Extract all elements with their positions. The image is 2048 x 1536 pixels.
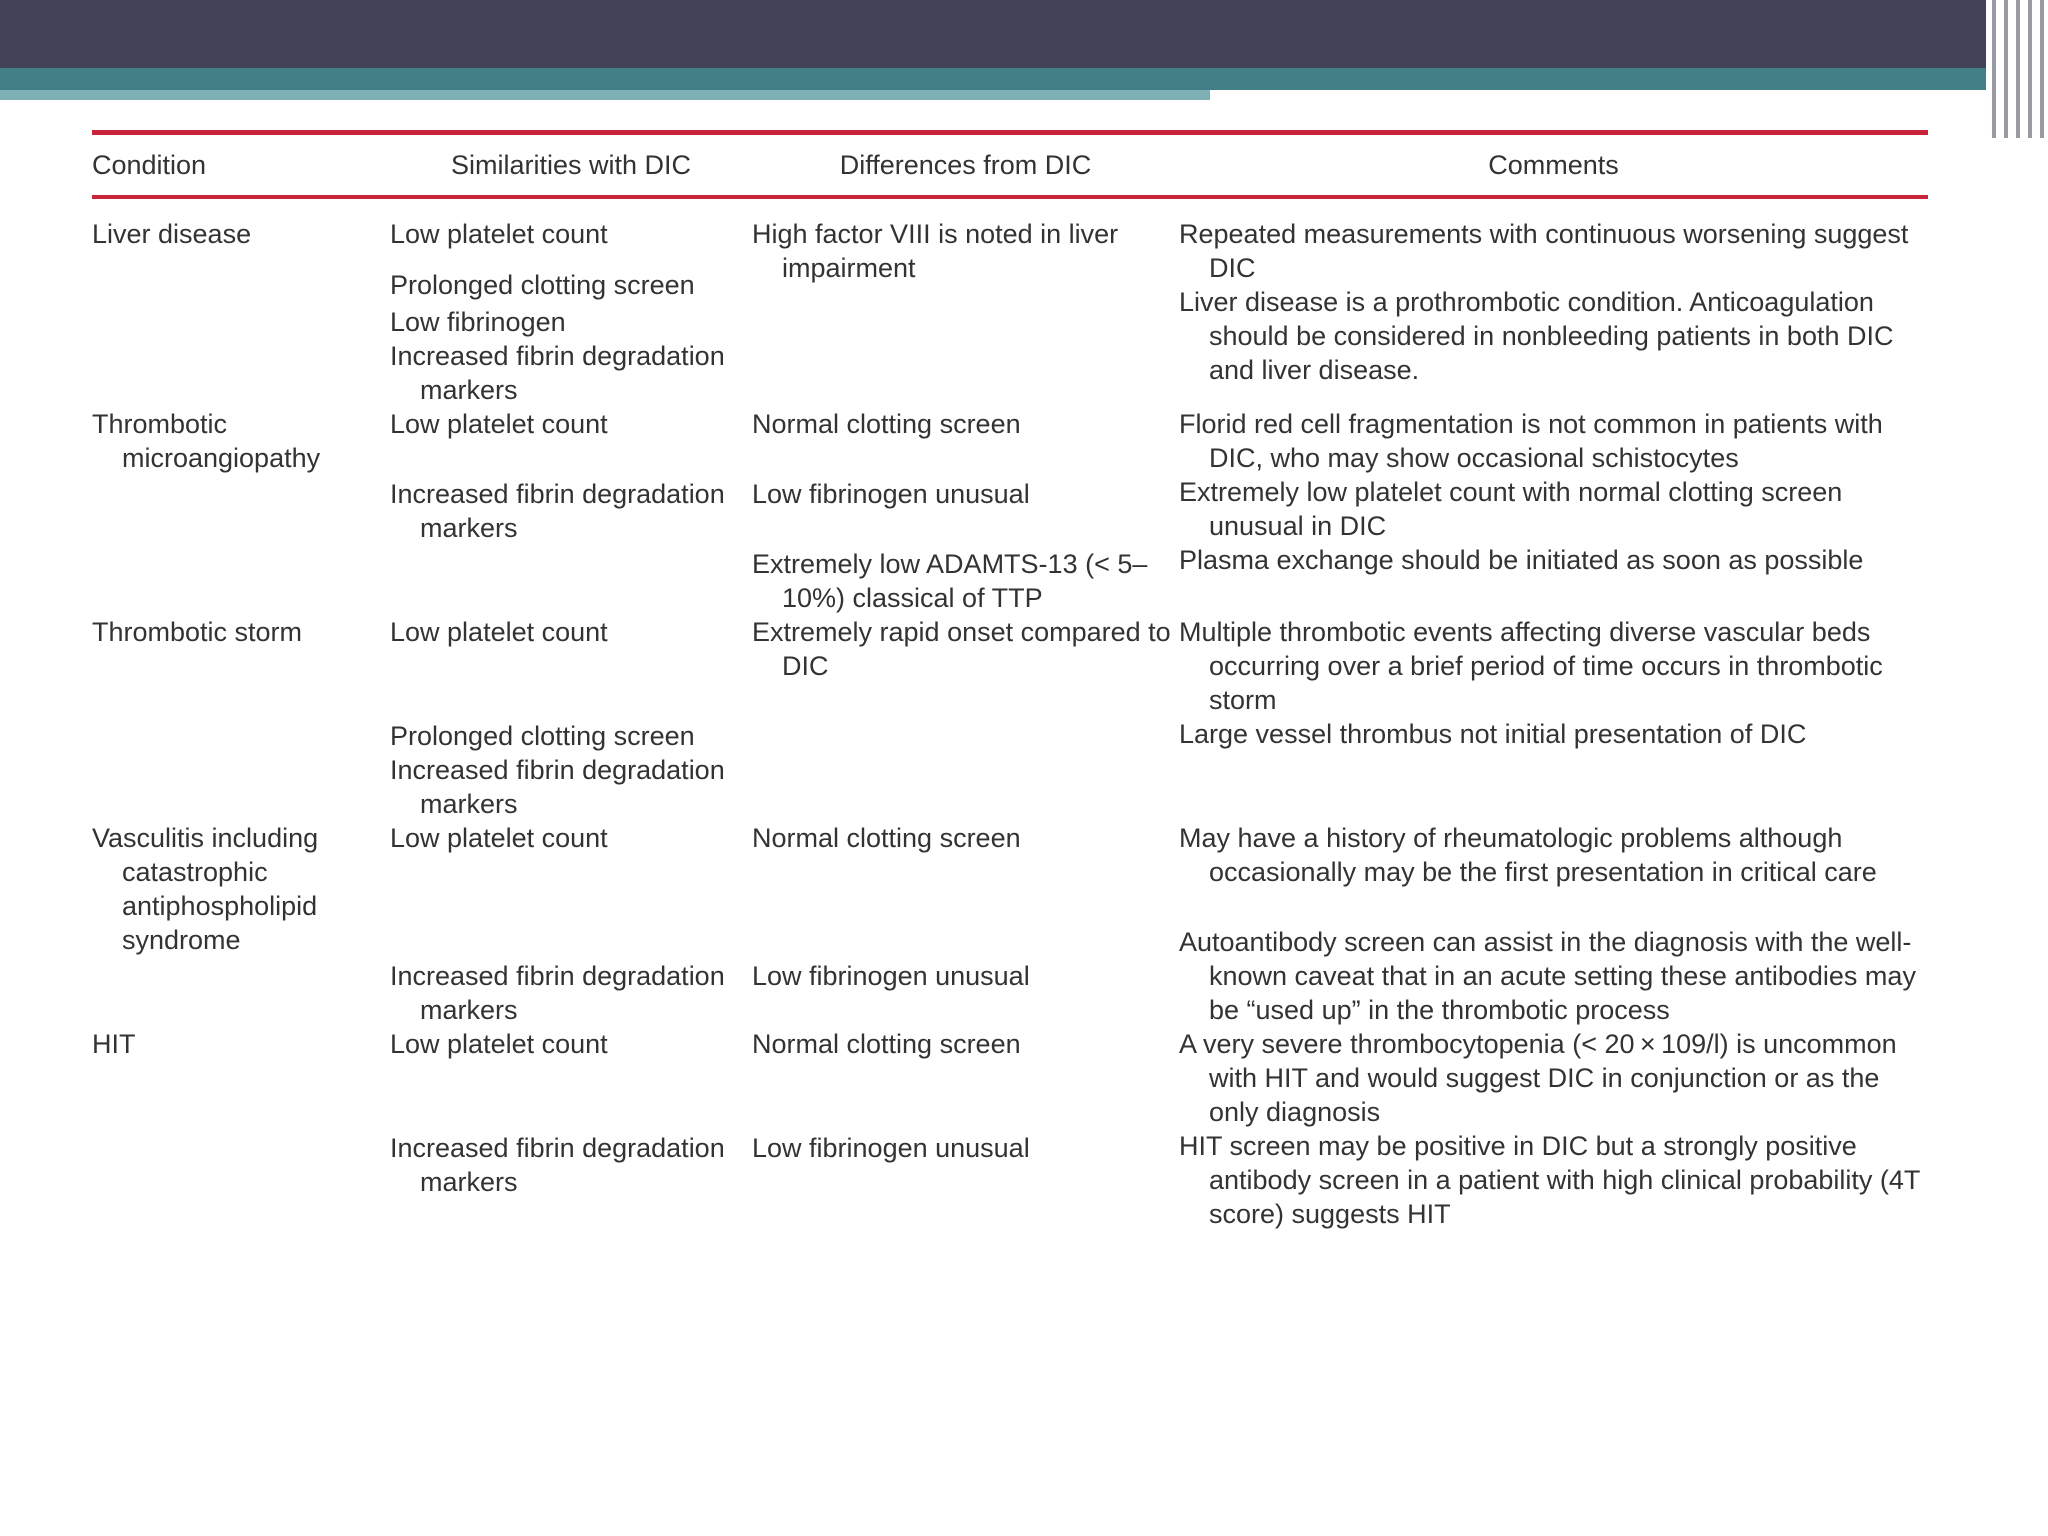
table-header [92, 135, 1928, 195]
header-differences: Differences from DIC [839, 149, 1092, 180]
header-comments: Comments [1488, 149, 1619, 180]
title-bar [0, 0, 2048, 68]
comments-cell: Repeated measurements with continuous worsening suggest DIC Liver disease is a prothrombotic condition. Anticoagulation should be considered in nonbleeding patients in both DIC and liver disease. [1179, 219, 1909, 385]
accent-tab [1210, 94, 2010, 110]
accent-stripe-light [0, 90, 1210, 100]
condition-cell: Liver disease [92, 219, 252, 249]
condition-cell: Thrombotic storm [92, 617, 303, 647]
accent-stripe [0, 68, 2048, 90]
corner-decoration [1986, 0, 2048, 138]
header-condition: Condition [92, 149, 207, 180]
condition-cell: Thrombotic microangiopathy [92, 409, 321, 473]
differences-cell: High factor VIII is noted in liver impairment [752, 219, 1119, 283]
differences-cell: Normal clotting screen Low fibrinogen unusual Extremely low ADAMTS-13 (< 5–10%) classical of TTP [752, 409, 1148, 613]
comments-cell: Multiple thrombotic events affecting diverse vascular beds occurring over a brief period of time occurs in thrombotic storm Large vessel thrombus not initial presentation of DIC [1179, 617, 1883, 749]
similarities-cell: Low platelet count Prolonged clotting screen Increased fibrin degradation markers [390, 617, 725, 819]
condition-cell: HIT [92, 1029, 136, 1059]
similarities-cell: Low platelet count Increased fibrin degradation markers [390, 823, 725, 1025]
comments-cell: Florid red cell fragmentation is not common in patients with DIC, who may show occasional schistocytes Extremely low platelet count with normal clotting screen unusual in DIC Plasma exchange should be initiated as soon as possible [1179, 409, 1883, 575]
similarities-cell: Low platelet count Prolonged clotting screen Low fibrinogen Increased fibrin degradation markers [390, 219, 725, 405]
differences-cell: Normal clotting screen Low fibrinogen unusual [752, 1029, 1030, 1163]
table-body [92, 217, 1928, 1231]
comments-cell: A very severe thrombocytopenia (< 20 × 109/l) is uncommon with HIT and would suggest DIC in conjunction or as the only diagnosis HIT screen may be positive in DIC but a strongly positive antibody screen in a patient with high clinical probability (4T score) suggests HIT [1179, 1029, 1920, 1229]
table-header-rule [92, 195, 1928, 199]
header-similarities: Similarities with DIC [450, 149, 692, 180]
similarities-cell: Low platelet count Increased fibrin degradation markers [390, 409, 725, 543]
condition-cell: Vasculitis including catastrophic antiphospholipid syndrome [92, 823, 319, 955]
differences-cell: Normal clotting screen Low fibrinogen unusual [752, 823, 1030, 991]
dic-differential-table [92, 130, 1928, 1231]
differences-cell: Extremely rapid onset compared to DIC [752, 617, 1171, 681]
similarities-cell: Low platelet count Increased fibrin degradation markers [390, 1029, 725, 1197]
comments-cell: May have a history of rheumatologic problems although occasionally may be the first presentation in critical care Autoantibody screen can assist in the diagnosis with the well-known caveat that in an acute setting these antibodies may be “used up” in the thrombotic process [1179, 823, 1916, 1025]
